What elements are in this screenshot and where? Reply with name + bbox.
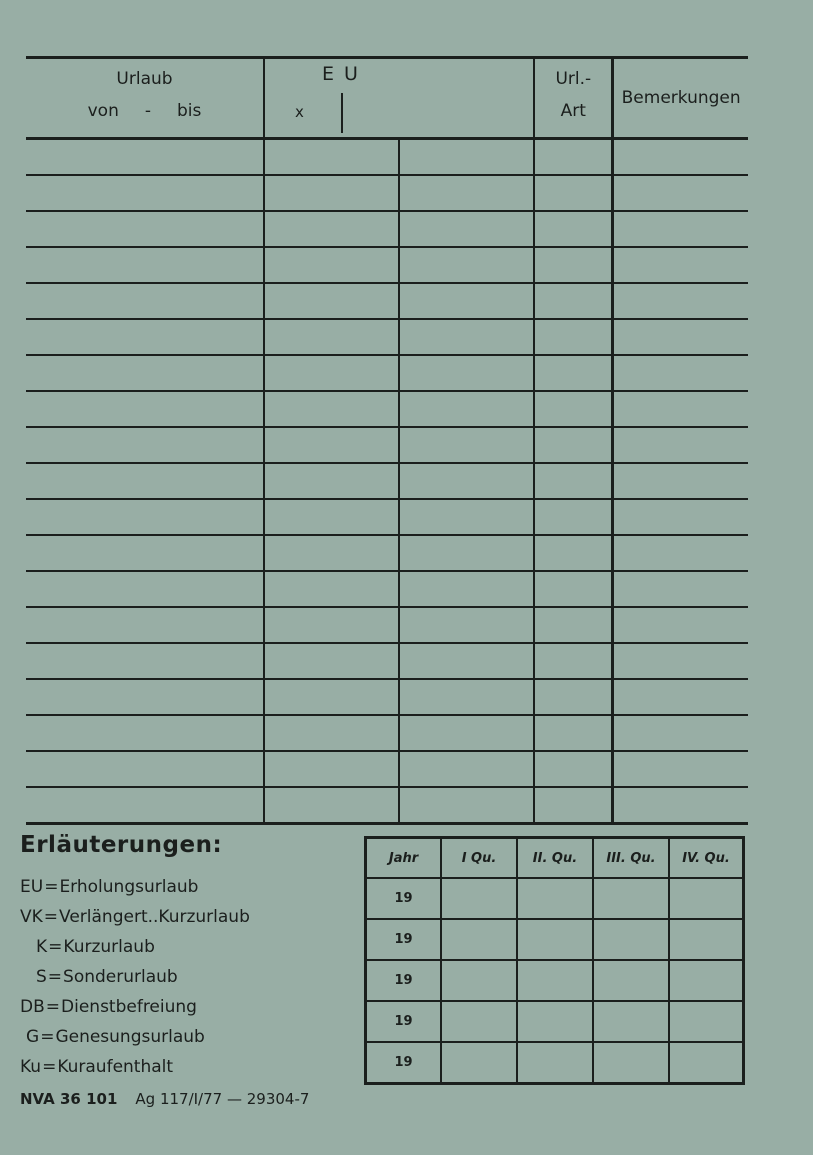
year-cell: 19 bbox=[366, 1042, 442, 1084]
cell-eu-x[interactable] bbox=[264, 571, 399, 607]
cell-eu[interactable] bbox=[399, 535, 534, 571]
cell-eu[interactable] bbox=[399, 499, 534, 535]
cell-urlaub[interactable] bbox=[26, 571, 264, 607]
cell-bemerkungen[interactable] bbox=[613, 391, 748, 427]
cell-bemerkungen[interactable] bbox=[613, 787, 748, 824]
header-bis: bis bbox=[177, 101, 202, 121]
cell-eu[interactable] bbox=[399, 427, 534, 463]
header-dash: - bbox=[144, 101, 151, 121]
quarter-header-3: III. Qu. bbox=[593, 838, 669, 879]
quarter-cell[interactable] bbox=[441, 1042, 517, 1084]
cell-bemerkungen[interactable] bbox=[613, 211, 748, 247]
cell-eu[interactable] bbox=[399, 139, 534, 176]
cell-url-art[interactable] bbox=[534, 355, 613, 391]
cell-bemerkungen[interactable] bbox=[613, 319, 748, 355]
cell-urlaub[interactable] bbox=[26, 499, 264, 535]
cell-eu-x[interactable] bbox=[264, 139, 399, 176]
cell-eu[interactable] bbox=[399, 247, 534, 283]
table-row bbox=[26, 283, 748, 319]
cell-eu-x[interactable] bbox=[264, 535, 399, 571]
cell-eu[interactable] bbox=[399, 391, 534, 427]
cell-urlaub[interactable] bbox=[26, 175, 264, 211]
legend-text: Verlängert..Kurzurlaub bbox=[59, 907, 250, 927]
cell-url-art[interactable] bbox=[534, 499, 613, 535]
table-header-row bbox=[26, 59, 748, 139]
legend-equals: = bbox=[48, 937, 63, 957]
legend-equals: = bbox=[43, 907, 59, 927]
cell-eu-x[interactable] bbox=[264, 463, 399, 499]
cell-eu-x[interactable] bbox=[264, 499, 399, 535]
legend bbox=[20, 832, 250, 1082]
table-row bbox=[26, 571, 748, 607]
quarter-cell[interactable] bbox=[669, 1001, 744, 1042]
cell-eu-x[interactable] bbox=[264, 283, 399, 319]
cell-eu-x[interactable] bbox=[264, 355, 399, 391]
quarter-cell[interactable] bbox=[593, 919, 669, 960]
legend-item bbox=[20, 872, 250, 902]
cell-urlaub[interactable] bbox=[26, 643, 264, 679]
cell-url-art[interactable] bbox=[534, 283, 613, 319]
legend-item bbox=[20, 1052, 250, 1082]
table-row bbox=[26, 679, 748, 715]
cell-urlaub[interactable] bbox=[26, 535, 264, 571]
cell-bemerkungen[interactable] bbox=[613, 751, 748, 787]
table-row bbox=[26, 463, 748, 499]
cell-url-art[interactable] bbox=[534, 139, 613, 176]
cell-bemerkungen[interactable] bbox=[613, 175, 748, 211]
quarter-cell[interactable] bbox=[593, 1042, 669, 1084]
year-cell: 19 bbox=[366, 960, 442, 1001]
cell-eu[interactable] bbox=[399, 643, 534, 679]
cell-bemerkungen[interactable] bbox=[613, 355, 748, 391]
cell-url-art[interactable] bbox=[534, 751, 613, 787]
cell-urlaub[interactable] bbox=[26, 463, 264, 499]
cell-bemerkungen[interactable] bbox=[613, 139, 748, 176]
cell-eu-x[interactable] bbox=[264, 211, 399, 247]
quarter-cell[interactable] bbox=[517, 1042, 593, 1084]
quarter-table bbox=[364, 836, 745, 1085]
header-eu: E U x bbox=[264, 59, 534, 139]
cell-eu[interactable] bbox=[399, 715, 534, 751]
cell-url-art[interactable] bbox=[534, 571, 613, 607]
cell-urlaub[interactable] bbox=[26, 319, 264, 355]
cell-eu[interactable] bbox=[399, 571, 534, 607]
legend-equals: = bbox=[47, 967, 63, 987]
cell-eu-x[interactable] bbox=[264, 643, 399, 679]
legend-item bbox=[20, 962, 250, 992]
quarter-cell[interactable] bbox=[441, 878, 517, 919]
quarter-cell[interactable] bbox=[517, 960, 593, 1001]
cell-urlaub[interactable] bbox=[26, 751, 264, 787]
legend-equals: = bbox=[45, 997, 61, 1017]
quarter-cell[interactable] bbox=[441, 960, 517, 1001]
header-bemerkungen: Bemerkungen bbox=[613, 59, 748, 139]
legend-code: Ku bbox=[20, 1057, 42, 1077]
cell-eu[interactable] bbox=[399, 607, 534, 643]
cell-eu-x[interactable] bbox=[264, 751, 399, 787]
table-row bbox=[26, 139, 748, 176]
cell-urlaub[interactable] bbox=[26, 787, 264, 824]
table-row bbox=[26, 715, 748, 751]
cell-urlaub[interactable] bbox=[26, 679, 264, 715]
cell-bemerkungen[interactable] bbox=[613, 715, 748, 751]
cell-bemerkungen[interactable] bbox=[613, 643, 748, 679]
table-row bbox=[26, 751, 748, 787]
table-row bbox=[26, 391, 748, 427]
cell-url-art[interactable] bbox=[534, 787, 613, 824]
legend-item bbox=[20, 1022, 250, 1052]
cell-urlaub[interactable] bbox=[26, 715, 264, 751]
cell-eu[interactable] bbox=[399, 355, 534, 391]
quarter-cell[interactable] bbox=[517, 878, 593, 919]
cell-urlaub[interactable] bbox=[26, 427, 264, 463]
legend-text: Erholungsurlaub bbox=[59, 877, 199, 897]
quarter-cell[interactable] bbox=[669, 1042, 744, 1084]
cell-eu-x[interactable] bbox=[264, 715, 399, 751]
quarter-cell[interactable] bbox=[593, 1001, 669, 1042]
quarter-header-4: IV. Qu. bbox=[669, 838, 744, 879]
cell-url-art[interactable] bbox=[534, 247, 613, 283]
quarter-cell[interactable] bbox=[441, 1001, 517, 1042]
header-urlaub: Urlaub von - bis bbox=[26, 59, 264, 139]
quarter-row bbox=[366, 1001, 744, 1042]
quarter-header-0: Jahr bbox=[366, 838, 442, 879]
table-row bbox=[26, 175, 748, 211]
table-row bbox=[26, 607, 748, 643]
cell-bemerkungen[interactable] bbox=[613, 679, 748, 715]
cell-eu[interactable] bbox=[399, 751, 534, 787]
legend-equals: = bbox=[40, 1027, 55, 1047]
cell-url-art[interactable] bbox=[534, 175, 613, 211]
table-row bbox=[26, 787, 748, 824]
form-footer bbox=[20, 1090, 309, 1108]
cell-bemerkungen[interactable] bbox=[613, 463, 748, 499]
cell-bemerkungen[interactable] bbox=[613, 607, 748, 643]
legend-text: Kurzurlaub bbox=[63, 937, 155, 957]
cell-url-art[interactable] bbox=[534, 679, 613, 715]
legend-code: DB bbox=[20, 997, 45, 1017]
leave-record-table bbox=[26, 56, 748, 825]
header-von: von bbox=[87, 101, 119, 121]
legend-code: G bbox=[26, 1027, 40, 1047]
cell-urlaub[interactable] bbox=[26, 607, 264, 643]
cell-url-art[interactable] bbox=[534, 643, 613, 679]
cell-eu-x[interactable] bbox=[264, 247, 399, 283]
cell-bemerkungen[interactable] bbox=[613, 535, 748, 571]
cell-urlaub[interactable] bbox=[26, 211, 264, 247]
table-row bbox=[26, 319, 748, 355]
legend-code: S bbox=[36, 967, 47, 987]
print-reference: Ag 117/I/77 — 29304-7 bbox=[135, 1090, 310, 1108]
cell-url-art[interactable] bbox=[534, 211, 613, 247]
table-row bbox=[26, 427, 748, 463]
table-row bbox=[26, 535, 748, 571]
table-row bbox=[26, 643, 748, 679]
legend-text: Kuraufenthalt bbox=[57, 1057, 174, 1077]
quarter-row bbox=[366, 919, 744, 960]
header-url-art: Url.- Art bbox=[534, 59, 613, 139]
table-row bbox=[26, 247, 748, 283]
cell-bemerkungen[interactable] bbox=[613, 247, 748, 283]
cell-url-art[interactable] bbox=[534, 427, 613, 463]
cell-eu[interactable] bbox=[399, 283, 534, 319]
cell-urlaub[interactable] bbox=[26, 355, 264, 391]
cell-bemerkungen[interactable] bbox=[613, 499, 748, 535]
cell-url-art[interactable] bbox=[534, 607, 613, 643]
cell-eu[interactable] bbox=[399, 679, 534, 715]
quarter-header-row bbox=[366, 838, 744, 879]
legend-code: K bbox=[36, 937, 48, 957]
legend-text: Sonderurlaub bbox=[63, 967, 178, 987]
legend-equals: = bbox=[42, 1057, 57, 1077]
cell-eu[interactable] bbox=[399, 175, 534, 211]
cell-eu-x[interactable] bbox=[264, 391, 399, 427]
cell-urlaub[interactable] bbox=[26, 283, 264, 319]
quarter-cell[interactable] bbox=[441, 919, 517, 960]
cell-eu[interactable] bbox=[399, 211, 534, 247]
legend-code: EU bbox=[20, 877, 44, 897]
quarter-cell[interactable] bbox=[517, 1001, 593, 1042]
quarter-row bbox=[366, 960, 744, 1001]
cell-bemerkungen[interactable] bbox=[613, 427, 748, 463]
cell-eu-x[interactable] bbox=[264, 427, 399, 463]
header-eu-divider bbox=[341, 93, 343, 133]
quarter-cell[interactable] bbox=[669, 919, 744, 960]
quarter-cell[interactable] bbox=[593, 960, 669, 1001]
legend-item bbox=[20, 902, 250, 932]
table-row bbox=[26, 211, 748, 247]
quarter-cell[interactable] bbox=[517, 919, 593, 960]
cell-bemerkungen[interactable] bbox=[613, 571, 748, 607]
table-row bbox=[26, 499, 748, 535]
header-eu-x: x bbox=[295, 103, 304, 121]
cell-eu[interactable] bbox=[399, 787, 534, 824]
table-row bbox=[26, 355, 748, 391]
cell-eu-x[interactable] bbox=[264, 607, 399, 643]
cell-url-art[interactable] bbox=[534, 319, 613, 355]
cell-eu-x[interactable] bbox=[264, 787, 399, 824]
quarter-cell[interactable] bbox=[593, 878, 669, 919]
legend-text: Genesungsurlaub bbox=[55, 1027, 205, 1047]
quarter-header-1: I Qu. bbox=[441, 838, 517, 879]
legend-item bbox=[20, 932, 250, 962]
legend-equals: = bbox=[44, 877, 59, 897]
quarter-cell[interactable] bbox=[669, 878, 744, 919]
cell-url-art[interactable] bbox=[534, 391, 613, 427]
quarter-header-2: II. Qu. bbox=[517, 838, 593, 879]
form-code: NVA 36 101 bbox=[20, 1090, 118, 1108]
cell-eu-x[interactable] bbox=[264, 319, 399, 355]
year-cell: 19 bbox=[366, 878, 442, 919]
cell-eu-x[interactable] bbox=[264, 175, 399, 211]
cell-urlaub[interactable] bbox=[26, 247, 264, 283]
quarter-cell[interactable] bbox=[669, 960, 744, 1001]
cell-url-art[interactable] bbox=[534, 463, 613, 499]
cell-url-art[interactable] bbox=[534, 535, 613, 571]
cell-urlaub[interactable] bbox=[26, 391, 264, 427]
legend-code: VK bbox=[20, 907, 43, 927]
cell-eu-x[interactable] bbox=[264, 679, 399, 715]
year-cell: 19 bbox=[366, 919, 442, 960]
quarter-row bbox=[366, 878, 744, 919]
quarter-row bbox=[366, 1042, 744, 1084]
legend-item bbox=[20, 992, 250, 1022]
cell-eu[interactable] bbox=[399, 463, 534, 499]
cell-url-art[interactable] bbox=[534, 715, 613, 751]
legend-title: Erläuterungen: bbox=[20, 832, 223, 858]
cell-eu[interactable] bbox=[399, 319, 534, 355]
cell-urlaub[interactable] bbox=[26, 139, 264, 176]
legend-text: Dienstbefreiung bbox=[61, 997, 197, 1017]
year-cell: 19 bbox=[366, 1001, 442, 1042]
cell-bemerkungen[interactable] bbox=[613, 283, 748, 319]
